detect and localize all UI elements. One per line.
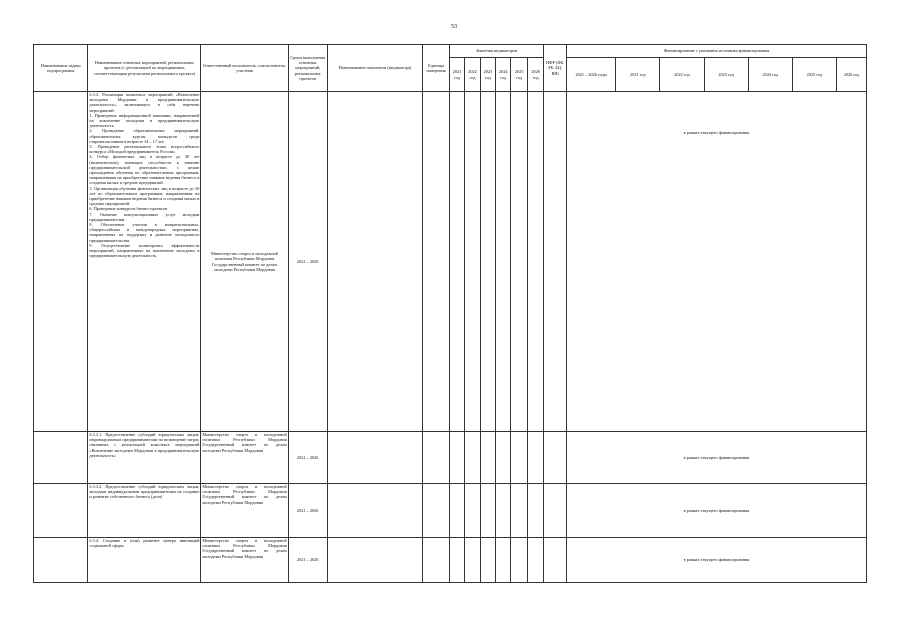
indicator-cell bbox=[327, 92, 423, 432]
table-row bbox=[34, 92, 867, 432]
terms-cell: 2021 – 2026 bbox=[288, 484, 327, 538]
table-row bbox=[34, 484, 867, 538]
header-fin-year: 2024 год bbox=[748, 58, 792, 92]
measure-line: 9. Осуществление мониторинга эффективности мероприятий, направленных на вовлечение молодежи в предпринимательскую деятельность. bbox=[89, 242, 200, 259]
measure-line: 1. Проведение информационной кампании, направленной на вовлечение молодежи в предпринимательскую деятельность. bbox=[89, 112, 200, 129]
measure-line: 5. Организация обучения физических лиц в возрасте до 30 лет по образовательным программам, направленным на приобретение навыков ведения бизнеса и создания малых и средних предприятий. bbox=[89, 185, 200, 207]
indicator-cell bbox=[327, 538, 423, 583]
header-year: 2022 год bbox=[465, 58, 480, 92]
header-year: 2026 год bbox=[527, 58, 543, 92]
header-year: 2021 год bbox=[449, 58, 464, 92]
header-fin-year: 2023 год bbox=[704, 58, 748, 92]
measure-cell: 6.3.3.1. Предоставление субсидий юридическим лицам, индивидуальным предпринимателям на возмещение затрат, связанных с реализацией комплекса мероприятий «Вовлечение молодежи Мордовии в предпринимательскую деятельность» bbox=[88, 432, 201, 484]
indicator-cell bbox=[327, 432, 423, 484]
table-row bbox=[34, 432, 867, 484]
measure-line: 6.3.3. Реализация комплекса мероприятий «Вовлечение молодежи Мордовии в предпринимательскую деятельность», включающего в себя перечень мероприятий: bbox=[89, 92, 200, 113]
terms-cell: 2021 – 2026 bbox=[288, 432, 327, 484]
task-cell bbox=[34, 538, 88, 583]
responsible-cell: Министерство спорта и молодежной политики Республики Мордовия Государственный комитет по делам молодежи Республики Мордовия bbox=[201, 432, 288, 484]
table-row bbox=[34, 538, 867, 583]
kbk-cell bbox=[544, 538, 567, 583]
measure-line: 3. Проведение регионального этапа всероссийского конкурса «Молодой предприниматель России» bbox=[89, 144, 200, 155]
header-task: Наименование задачи подпрограммы bbox=[34, 45, 88, 92]
measure-cell bbox=[88, 92, 201, 432]
header-year: 2025 год bbox=[511, 58, 527, 92]
header-year: 2023 год bbox=[480, 58, 495, 92]
kbk-cell bbox=[544, 432, 567, 484]
measure-cell: 6.3.4. Создание и (или) развитие центра инноваций социальной сферы bbox=[88, 538, 201, 583]
unit-cell bbox=[423, 538, 450, 583]
header-fin-year: 2021 – 2026 годы bbox=[566, 58, 615, 92]
header-fin-year: 2026 год bbox=[837, 58, 867, 92]
header-values-group: Значения индикаторов bbox=[449, 45, 543, 58]
task-cell bbox=[34, 92, 88, 432]
header-measures: Наименование основных мероприятий, региональных проектов (с детализацией по мероприятиям, соответствующим результатам регионального проекта) bbox=[88, 45, 201, 92]
program-table bbox=[33, 44, 867, 583]
measure-line: 7. Оказание консультационных услуг молодым предпринимателям. bbox=[89, 211, 200, 222]
task-cell bbox=[34, 484, 88, 538]
measure-line: 2. Проведение образовательных мероприятий, образовательных курсов, конкурсов среди старшеклассников в возрасте 14 – 17 лет. bbox=[89, 128, 200, 144]
header-indicator: Наименование показателя (индикатора) bbox=[327, 45, 423, 92]
header-terms: Сроки выполнения основных мероприятий, региональных проектов bbox=[288, 45, 327, 92]
header-fin-year: 2025 год bbox=[792, 58, 836, 92]
kbk-cell bbox=[544, 484, 567, 538]
unit-cell bbox=[423, 432, 450, 484]
responsible-cell: Министерство спорта и молодежной политики Республики Мордовия Государственный комитет по делам молодежи Республики Мордовия bbox=[201, 92, 288, 432]
header-finance-group: Финансирование с указанием источника финансирования bbox=[566, 45, 866, 58]
task-cell bbox=[34, 432, 88, 484]
responsible-cell: Министерство спорта и молодежной политики Республики Мордовия Государственный комитет по делам молодежи Республики Мордовия bbox=[201, 484, 288, 538]
measure-line: 4. Отбор физических лиц в возрасте до 30 лет (включительно), имеющих способности к занятию предпринимательской деятельностью, с целью прохождения обучения по образовательным программам, направленным на приобретение навыков ведения бизнеса и создания малых и средних предприятий. bbox=[89, 154, 200, 186]
measure-cell: 6.3.3.2. Предоставление субсидий юридическим лицам, молодым индивидуальным предпринимателям на создание и развитие собственного бизнеса (дела) bbox=[88, 484, 201, 538]
header-year: 2024 год bbox=[496, 58, 511, 92]
finance-note: в рамках текущего финансирования bbox=[566, 92, 866, 432]
unit-cell bbox=[423, 92, 450, 432]
header-kbk: ИФР (ФБ, РБ, БЦ, ВИ) bbox=[544, 45, 567, 92]
finance-note: в рамках текущего финансирования bbox=[566, 484, 866, 538]
header-responsible: Ответственный исполнитель, соисполнитель, участник bbox=[201, 45, 288, 92]
header-fin-year: 2021 год bbox=[616, 58, 660, 92]
indicator-cell bbox=[327, 484, 423, 538]
finance-note: в рамках текущего финансирования bbox=[566, 538, 866, 583]
kbk-cell bbox=[544, 92, 567, 432]
responsible-cell: Министерство спорта и молодежной политики Республики Мордовия Государственный комитет по делам молодежи Республики Мордовия bbox=[201, 538, 288, 583]
unit-cell bbox=[423, 484, 450, 538]
terms-cell: 2021 – 2026 bbox=[288, 538, 327, 583]
header-fin-year: 2022 год bbox=[660, 58, 704, 92]
measure-line: 8. Обеспечение участия в межрегиональных, общероссийских и международных мероприятиях, направленных на поддержку и развитие молодежного предпринимательства bbox=[89, 222, 200, 243]
header-unit: Единица измерения bbox=[423, 45, 450, 92]
finance-note: в рамках текущего финансирования bbox=[566, 432, 866, 484]
measure-line: 6. Проведение конкурсов бизнес-проектов. bbox=[89, 206, 168, 212]
terms-cell: 2021 – 2026 bbox=[288, 92, 327, 432]
page-number: 53 bbox=[451, 24, 457, 30]
